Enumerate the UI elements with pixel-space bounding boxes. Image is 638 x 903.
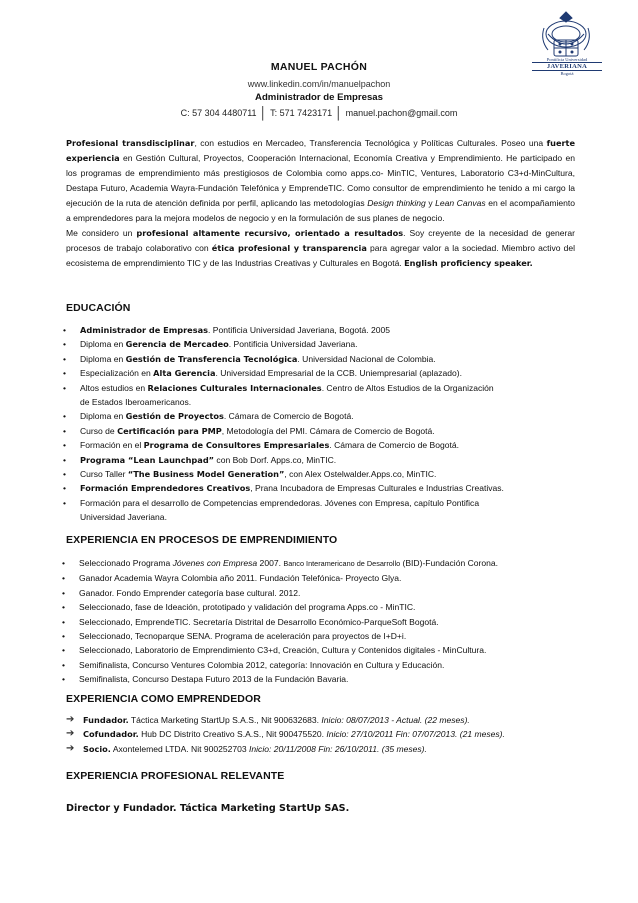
bullet-icon: •: [63, 339, 66, 350]
separator: │: [259, 106, 268, 120]
education-item: [63, 467, 583, 481]
italic-text: Design thinking: [367, 198, 426, 209]
text-run: Semifinalista, Concurso Destapa Futuro 2013 de la Fundación Bavaria.: [79, 674, 349, 685]
text-run: para agregar valor a la sociedad. Miembro activo del ecosistema de emprendimiento TIC y de las Industrias Creativas y Culturales en Bogotá.: [66, 243, 576, 269]
highlight-text: fuerte experiencia: [66, 138, 576, 164]
section-title-education: EDUCACIÓN: [66, 302, 131, 314]
professional-first-entry: Director y Fundador. Táctica Marketing StartUp SAS.: [66, 803, 350, 814]
education-item: [63, 337, 583, 351]
highlight-text: Gestión de Transferencia Tecnológica: [125, 353, 298, 364]
text-run: Hub DC Distrito Creativo S.A.S., Nit 900475520.: [138, 729, 327, 740]
process-item: [62, 629, 592, 643]
italic-text: Inicio: 27/10/2011 Fin: 07/07/2013. (21 meses).: [326, 729, 505, 740]
section-title-professional: EXPERIENCIA PROFESIONAL RELEVANTE: [66, 770, 285, 782]
bullet-icon: •: [63, 454, 66, 465]
education-item: [63, 352, 583, 366]
process-item: [62, 672, 592, 686]
text-run: Formación para el desarrollo de Competencias emprendedoras. Jóvenes con Empresa, capítulo Pontifica: [80, 497, 480, 508]
text-run: , con Alex Ostelwalder.Apps.co, MinTIC.: [284, 469, 437, 480]
text-run: , Prana Incubadora de Empresas Culturales e Industrias Creativas.: [250, 483, 504, 494]
arrow-bullet-icon: ➔: [66, 714, 75, 725]
professional-title: Administrador de Empresas: [255, 92, 383, 103]
text-run: , con estudios en Mercadeo, Transferencia Tecnológica y Políticas Culturales. Poseo una: [194, 138, 547, 148]
text-run: en el acompañamiento a emprendedores para la mejora modelos de negocio y en la formulación de sus planes de negocio.: [66, 198, 575, 224]
process-item: [62, 658, 592, 672]
text-run: Seleccionado, EmprendeTIC. Secretaría Distrital de Desarrollo Económico-ParqueSoft Bogotá.: [79, 616, 439, 627]
education-item: [63, 496, 583, 510]
bullet-icon: •: [62, 616, 65, 627]
highlight-text: ética profesional y transparencia: [211, 243, 367, 254]
highlight-text: Gerencia de Mercadeo: [125, 339, 229, 350]
text-run: Curso Taller: [80, 469, 128, 480]
bullet-icon: •: [63, 469, 66, 480]
processes-list: [62, 556, 592, 687]
highlight-text: Gestión de Proyectos: [125, 411, 224, 422]
bullet-icon: •: [62, 573, 65, 584]
text-run: Ganador. Fondo Emprender categoría base cultural. 2012.: [79, 587, 301, 598]
text-run: en Gestión Cultural, Proyectos, Cooperación Internacional, Economía Creativa y Emprendimiento. He participado en los programas de emprendimiento más prestigiosos de Colombia como apps.co- MinTIC, Ventures, Laboratorio C3+d-MinCultura, Destapa Futuro, Academia Wayra-Fundación Telefónica y EmprendeTIC. Como consultor de emprendimiento he tenido a mi cargo la ejecución de la ruta de atención definida por perfil, aplicando las metodologías: [66, 153, 575, 209]
text-run: Formación en el: [80, 440, 144, 451]
bullet-icon: •: [63, 425, 66, 436]
text-run: Altos estudios en: [80, 382, 148, 393]
highlight-text: Administrador de Empresas: [80, 325, 209, 335]
highlight-text: Formación Emprendedores Creativos: [80, 483, 251, 494]
education-item: [63, 453, 583, 467]
email-link[interactable]: manuel.pachon@gmail.com: [345, 108, 458, 118]
section-title-entrepreneur: EXPERIENCIA COMO EMPRENDEDOR: [66, 693, 261, 705]
education-item: [63, 409, 583, 423]
text-run: Seleccionado, fase de Ideación, prototipado y validación del programa Apps.co - MinTIC.: [79, 602, 416, 613]
mobile-number: C: 57 304 4480711: [180, 108, 257, 118]
logo-name: JAVERIANA: [532, 62, 602, 71]
text-run: Seleccionado, Laboratorio de Emprendimiento C3+d, Creación, Cultura y Contenidos digitales - MinCultura.: [79, 645, 487, 656]
highlight-text: “The Business Model Generation”: [127, 469, 285, 480]
bullet-icon: •: [63, 483, 66, 494]
text-run: Diploma en: [80, 353, 126, 364]
profile-paragraph: [66, 226, 575, 271]
text-run: Diploma en: [80, 339, 126, 350]
highlight-text: Programa “Lean Launchpad”: [80, 454, 215, 465]
education-item: [63, 395, 583, 409]
highlight-text: profesional altamente recursivo, orientado a resultados: [136, 228, 404, 239]
entrepreneur-item: [66, 742, 596, 756]
entrepreneur-item: [66, 713, 596, 727]
text-run: Seleccionado Programa: [79, 558, 173, 568]
bullet-icon: •: [62, 558, 65, 568]
text-run: Universidad Javeriana.: [80, 512, 167, 523]
process-item: [62, 556, 592, 571]
process-item: [62, 586, 592, 600]
entrepreneur-item: [66, 727, 596, 741]
text-run: . Cámara de Comercio de Bogotá.: [223, 411, 354, 422]
text-run: Ganador Academia Wayra Colombia año 2011. Fundación Telefónica- Proyecto Glya.: [79, 573, 402, 584]
highlight-text: Socio.: [83, 743, 111, 754]
separator: │: [335, 106, 343, 120]
process-item: [62, 643, 592, 657]
highlight-text: Profesional transdisciplinar: [66, 138, 195, 148]
arrow-bullet-icon: ➔: [66, 742, 75, 754]
text-run: Curso de: [80, 425, 118, 436]
italic-text: Inicio: 08/07/2013 - Actual. (22 meses).: [321, 715, 470, 725]
education-list: [63, 323, 583, 525]
phone-number: T: 571 7423171: [270, 108, 333, 118]
education-item: [63, 424, 583, 438]
process-item: [62, 615, 592, 629]
highlight-text: Certificación para PMP: [117, 425, 222, 436]
highlight-text: Alta Gerencia: [153, 368, 216, 379]
text-run: . Soy creyente de la necesidad de generar procesos de trabajo colaborativo con: [66, 228, 575, 254]
education-item: [63, 366, 583, 380]
bullet-icon: •: [62, 587, 65, 598]
text-run: Seleccionado, Tecnoparque SENA. Programa de aceleración para proyectos de I+D+i.: [79, 631, 407, 642]
bullet-icon: •: [62, 659, 65, 670]
bullet-icon: •: [62, 631, 65, 642]
process-item: [62, 571, 592, 585]
text-run: Me considero un: [66, 228, 137, 239]
text-run: Axontelemed LTDA. Nit 900252703: [110, 743, 250, 754]
education-item: [63, 481, 583, 495]
highlight-text: Fundador.: [83, 715, 129, 725]
logo-top-text: Pontificia Universidad: [546, 57, 588, 62]
italic-text: Inicio: 20/11/2008 Fin: 26/10/2011. (35 meses).: [249, 743, 427, 754]
person-name: MANUEL PACHÓN: [270, 61, 368, 73]
text-run: con Bob Dorf. Apps.co, MinTIC.: [214, 454, 337, 465]
text-run: . Universidad Empresarial de la CCB. Uniempresarial (aplazado).: [215, 368, 463, 379]
entrepreneur-list: [66, 713, 596, 756]
profile-paragraph: [66, 136, 575, 226]
highlight-text: English proficiency speaker.: [404, 258, 533, 269]
bullet-icon: •: [63, 497, 66, 508]
logo-sub-text: Bogotá: [560, 71, 574, 76]
profile-summary: [66, 136, 575, 271]
highlight-text: Cofundador.: [83, 729, 139, 740]
text-run: . Universidad Nacional de Colombia.: [297, 353, 436, 364]
education-item: [63, 323, 583, 337]
text-run: (BID)-Fundación Corona.: [400, 558, 498, 568]
bullet-icon: •: [63, 382, 66, 393]
text-run: de Estados Iberoamericanos.: [80, 397, 192, 408]
highlight-text: Programa de Consultores Empresariales: [143, 440, 330, 451]
italic-text: Lean Canvas: [435, 198, 486, 209]
education-item: [63, 381, 583, 395]
text-run: . Centro de Altos Estudios de la Organización: [321, 382, 494, 393]
arrow-bullet-icon: ➔: [66, 728, 75, 740]
bullet-icon: •: [62, 674, 65, 685]
process-item: [62, 600, 592, 614]
text-run: , Metodología del PMI. Cámara de Comercio de Bogotá.: [221, 425, 435, 436]
education-item: [63, 438, 583, 452]
resume-header: [0, 60, 638, 120]
contact-line: [0, 106, 638, 120]
text-run: Diploma en: [80, 411, 126, 422]
bullet-icon: •: [63, 325, 66, 335]
highlight-text: Relaciones Culturales Internacionales: [147, 382, 322, 393]
linkedin-link[interactable]: www.linkedin.com/in/manuelpachon: [247, 79, 391, 89]
bullet-icon: •: [62, 645, 65, 656]
text-run: 2007.: [257, 558, 284, 568]
bullet-icon: •: [63, 368, 66, 379]
education-item: [63, 510, 583, 524]
text-run: . Pontificia Universidad Javeriana, Bogotá. 2005: [208, 325, 390, 335]
text-run: Semifinalista, Concurso Ventures Colombia 2012, categoría: Innovación en Cultura y Educación.: [79, 659, 445, 670]
bullet-icon: •: [62, 602, 65, 613]
text-run: . Pontificia Universidad Javeriana.: [228, 339, 358, 350]
bullet-icon: •: [63, 353, 66, 364]
section-title-processes: EXPERIENCIA EN PROCESOS DE EMPRENDIMIENTO: [66, 534, 338, 546]
text-run: . Cámara de Comercio de Bogotá.: [329, 440, 460, 451]
text-run: Especialización en: [80, 368, 154, 379]
text-run: y: [425, 198, 436, 209]
bullet-icon: •: [63, 440, 66, 451]
text-run: Táctica Marketing StartUp S.A.S., Nit 900632683.: [128, 715, 322, 725]
bullet-icon: •: [63, 411, 66, 422]
italic-text: Jóvenes con Empresa: [172, 558, 258, 568]
small-text: Banco Interamericano de Desarrollo: [283, 559, 401, 568]
